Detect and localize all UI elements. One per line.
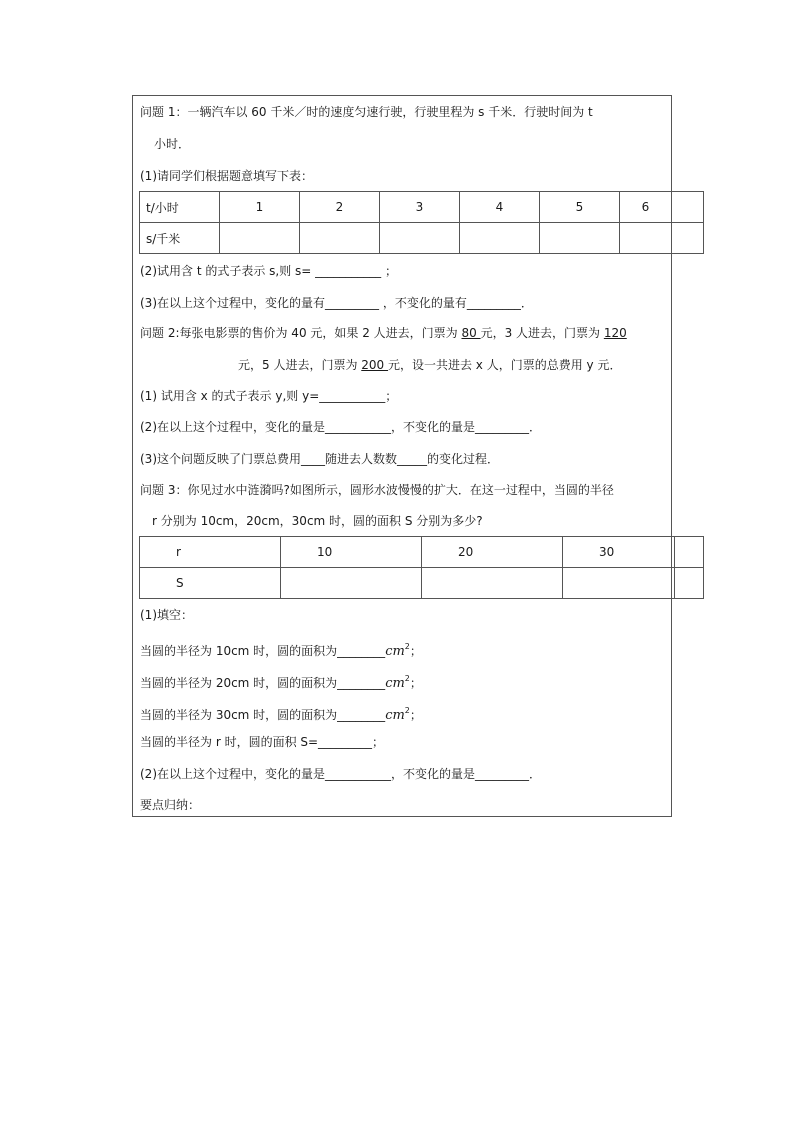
separator: ； (409, 676, 422, 690)
table-row (140, 223, 704, 254)
q1-part1: (1)请同学们根据题意填写下表： (140, 169, 313, 183)
q3-fill1-text: 当圆的半径为 10cm 时，圆的面积为________ (140, 644, 386, 658)
table-cell: 1 (220, 192, 300, 223)
unit-exponent: 2 (404, 642, 410, 651)
table-cell-header: s/千米 (140, 223, 220, 254)
table-cell: 3 (380, 192, 460, 223)
table-cell: 4 (460, 192, 540, 223)
separator: ； (409, 708, 422, 722)
q2-line2-text-a: 元，5 人进去，门票为 (238, 358, 362, 372)
q3-part2: (2)在以上这个过程中，变化的量是___________，不变化的量是_________． (140, 767, 542, 781)
q2-line1-underlined-80: 80 (461, 326, 481, 340)
q3-fill2-text: 当圆的半径为 20cm 时，圆的面积为________ (140, 676, 386, 690)
q3-fill3 (140, 703, 422, 724)
unit-exponent: 2 (404, 674, 410, 683)
table-cell (563, 568, 675, 599)
q3-fill4: 当圆的半径为 r 时，圆的面积 S=_________； (140, 735, 385, 749)
q1-line1: 问题 1：一辆汽车以 60 千米／时的速度匀速行驶，行驶里程为 s 千米．行驶时间为 t (140, 105, 593, 119)
table-cell (281, 568, 422, 599)
q3-part1: (1)填空： (140, 608, 193, 622)
separator: ； (409, 644, 422, 658)
q2-part2: (2)在以上这个过程中，变化的量是___________，不变化的量是_________． (140, 420, 542, 434)
summary-heading: 要点归纳： (140, 798, 201, 812)
table-cell (540, 223, 620, 254)
q2-part1: (1) 试用含 x 的式子表示 y,则 y=___________； (140, 389, 398, 403)
q3-fill1 (140, 639, 422, 660)
table-cell: 30 (563, 537, 675, 568)
q3-fill3-text: 当圆的半径为 30cm 时，圆的面积为________ (140, 708, 386, 722)
table-cell: 5 (540, 192, 620, 223)
q1-part2: (2)试用含 t 的式子表示 s,则 s= ___________ ； (140, 264, 397, 278)
q2-line1-text-b: 元，3 人进去，门票为 (480, 326, 604, 340)
table-cell (672, 192, 704, 223)
q1-part3: (3)在以上这个过程中，变化的量有_________ ，不变化的量有_________． (140, 296, 533, 310)
q2-line2-text-b: 元，设一共进去 x 人，门票的总费用 y 元． (387, 358, 622, 372)
table-cell (300, 223, 380, 254)
table-cell-header: S (140, 568, 281, 599)
table-cell (672, 223, 704, 254)
q1-table (139, 191, 704, 254)
unit-cm: cm (385, 708, 405, 723)
unit-cm: cm (385, 644, 405, 659)
table-cell (380, 223, 460, 254)
table-row (140, 537, 704, 568)
q3-line2: r 分别为 10cm，20cm，30cm 时，圆的面积 S 分别为多少? (152, 514, 483, 528)
q3-line1: 问题 3：你见过水中涟漪吗?如图所示，圆形水波慢慢的扩大．在这一过程中，当圆的半径 (140, 483, 614, 497)
table-cell (220, 223, 300, 254)
q3-fill2 (140, 671, 422, 692)
q2-line1-underlined-120: 120 (603, 326, 627, 340)
table-cell: 2 (300, 192, 380, 223)
table-cell: 6 (620, 192, 672, 223)
q2-line1 (140, 325, 627, 341)
table-cell: 10 (281, 537, 422, 568)
q2-line2 (238, 357, 621, 373)
q3-table (139, 536, 704, 599)
q2-line2-underlined-200: 200 (361, 358, 388, 372)
table-row (140, 192, 704, 223)
table-cell (620, 223, 672, 254)
table-cell-header: r (140, 537, 281, 568)
unit-exponent: 2 (404, 706, 410, 715)
table-cell: 20 (422, 537, 563, 568)
table-cell (460, 223, 540, 254)
table-cell-header: t/小时 (140, 192, 220, 223)
q2-line1-text-a: 问题 2:每张电影票的售价为 40 元，如果 2 人进去，门票为 (140, 326, 462, 340)
table-cell (422, 568, 563, 599)
table-row (140, 568, 704, 599)
table-cell (675, 568, 704, 599)
table-cell (675, 537, 704, 568)
unit-cm: cm (385, 676, 405, 691)
q2-part3: (3)这个问题反映了门票总费用____随进去人数数_____的变化过程． (140, 452, 500, 466)
q1-line2: 小时． (154, 137, 191, 151)
